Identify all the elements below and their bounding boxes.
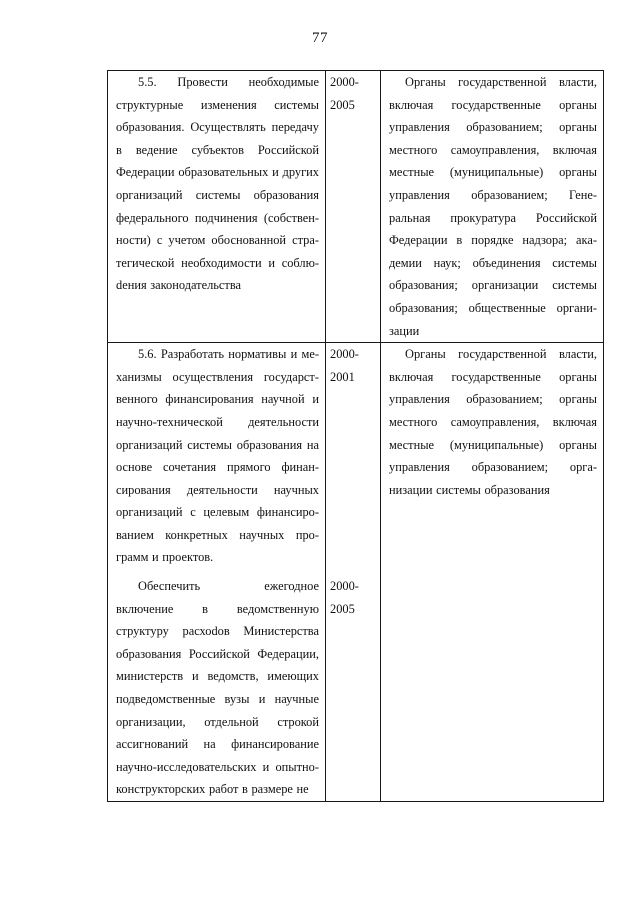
table-row (108, 71, 604, 343)
period-end: 2001 (330, 369, 355, 384)
action-paragraph: 5.6. Разработать нормативы и механизмы осуществления государственного финансирования научной и научно-технической деятельности организаций системы образования на основе сочетания прямого финансирования деятельности научных организаций с целевым финансированием конкретных научных программ и проектов. (116, 347, 319, 565)
period (330, 343, 376, 388)
period (330, 575, 376, 620)
period-cell (326, 343, 381, 802)
executors-text: Органы государственной власти, включая государственные органы управления образованием; органы местного самоуправления, включая местные (муниципальные) органы управления образованием; организации системы образования (389, 347, 597, 497)
action-cell (108, 71, 326, 343)
executors-cell (381, 343, 604, 802)
period-end: 2005 (330, 601, 355, 616)
action-cell (108, 343, 326, 802)
action-paragraph: Обеспечить ежегодное включение в ведомственную структуру расхоdов Министерства образования Российской Федерации, министерств и ведомств, имеющих подведомственные вузы и научные организации, отдельной строкой ассигнований на финансирование научно-исследовательских и опытно-конструкторских работ в размере не (116, 579, 319, 797)
page-number: 77 (312, 30, 328, 46)
executors-text: Органы государственной власти, включая государственные органы управления образованием; органы местного самоуправления, включая местные (муниципальные) органы управления образованием; Генеральная прокуратура Российской Федерации в порядке надзора; академии наук; объединения системы образования; организации системы образования; общественные организации (389, 75, 597, 338)
period-cell (326, 71, 381, 343)
period-start: 2000- (330, 75, 359, 89)
period (330, 71, 376, 116)
period-start: 2000- (330, 579, 359, 594)
measures-table (107, 70, 604, 802)
table-row (108, 343, 604, 802)
action-paragraph: 5.5. Провести необходимые структурные изменения системы образования. Осуществлять передачу в ведение субъектов Российской Федерации образовательных и других организаций системы образования федерального подчинения (собственности) с учетом обоснованной стратегической необходимости и соблюdения законодательства (116, 75, 319, 293)
period-start: 2000- (330, 347, 359, 362)
period-end: 2005 (330, 97, 355, 112)
executors-cell (381, 71, 604, 343)
